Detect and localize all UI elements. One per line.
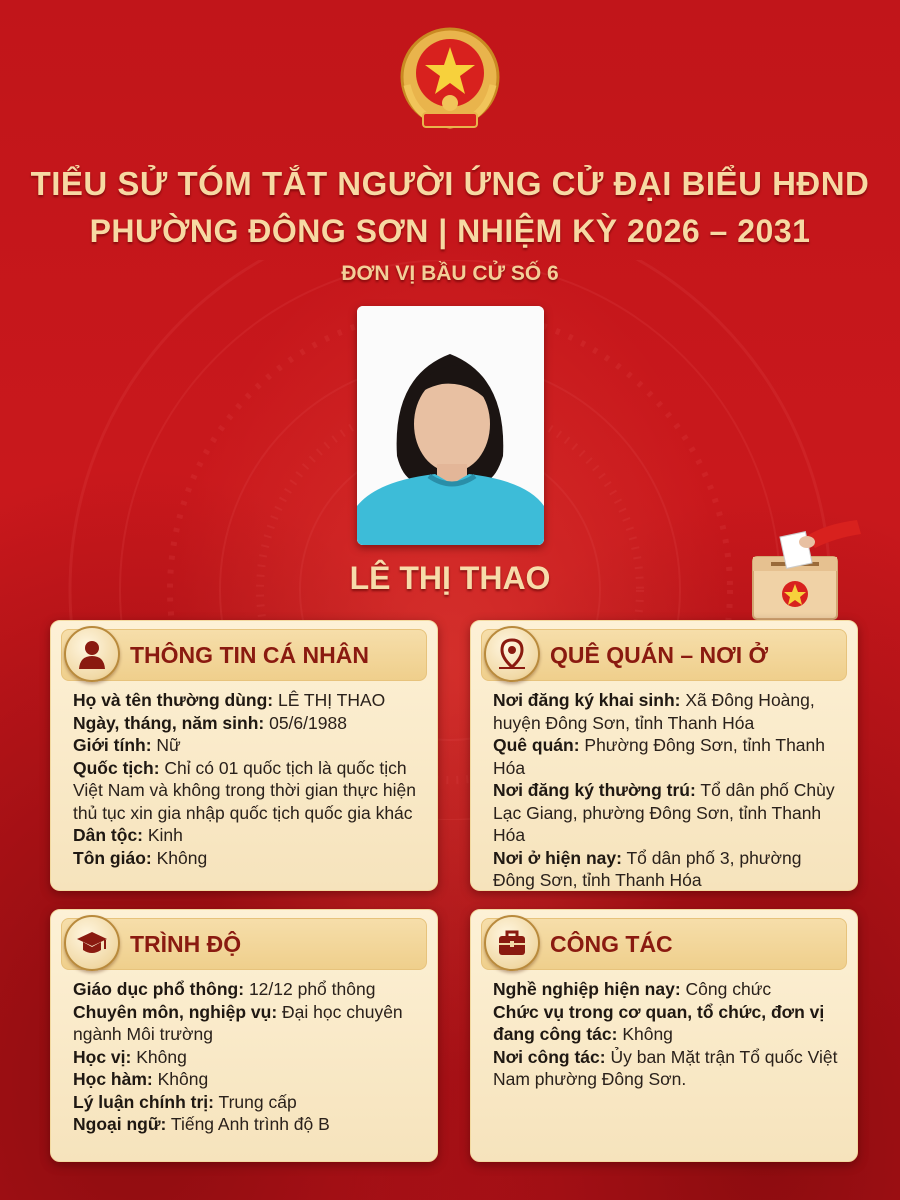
list-item: Quê quán: Phường Đông Sơn, tỉnh Thanh Hóa (493, 735, 826, 778)
candidate-name: LÊ THỊ THAO (349, 560, 551, 596)
education-title: TRÌNH ĐỘ (130, 931, 242, 957)
personal-info-title: THÔNG TIN CÁ NHÂN (130, 642, 369, 668)
list-item: Tôn giáo: Không (73, 847, 208, 868)
briefcase-icon (484, 915, 540, 971)
person-icon (64, 626, 120, 682)
list-item: Dân tộc: Kinh (73, 825, 183, 845)
list-item: Nơi công tác: Ủy ban Mặt trận Tổ quốc Việt Nam phường Đông Sơn. (493, 1046, 838, 1089)
location-pin-icon (484, 626, 540, 682)
list-item: Học vị: Không (73, 1046, 187, 1067)
graduation-cap-icon (64, 915, 120, 971)
list-item: Chuyên môn, nghiệp vụ: Đại học chuyên ngành Môi trường (73, 1001, 403, 1044)
list-item: Ngày, tháng, năm sinh: 05/6/1988 (73, 712, 347, 733)
list-item: Họ và tên thường dùng: LÊ THỊ THAO (73, 690, 386, 710)
education-card (50, 909, 438, 1162)
personal-info-header (61, 629, 427, 681)
list-item: Nơi đăng ký thường trú: Tổ dân phố Chùy Lạc Giang, phường Đông Sơn, tỉnh Thanh Hóa (493, 780, 835, 845)
national-emblem-icon (395, 25, 505, 137)
list-item: Giới tính: Nữ (73, 735, 181, 755)
work-list (493, 978, 843, 1091)
list-item: Nơi ở hiện nay: Tổ dân phố 3, phường Đông Sơn, tỉnh Thanh Hóa (493, 847, 802, 890)
electoral-unit-subtitle: ĐƠN VỊ BẦU CỬ SỐ 6 (341, 262, 559, 285)
list-item: Lý luận chính trị: Trung cấp (73, 1091, 297, 1112)
education-list (73, 978, 423, 1136)
work-header (481, 918, 847, 970)
document-title-line-2: PHƯỜNG ĐÔNG SƠN | NHIỆM KỲ 2026 – 2031 (89, 213, 811, 249)
hometown-list (493, 689, 843, 892)
list-item: Nghề nghiệp hiện nay: Công chức (493, 979, 772, 999)
education-header (61, 918, 427, 970)
list-item: Ngoại ngữ: Tiếng Anh trình độ B (73, 1114, 330, 1134)
list-item: Học hàm: Không (73, 1069, 209, 1089)
list-item: Quốc tịch: Chỉ có 01 quốc tịch là quốc tịch Việt Nam và không trong thời gian thực hiện thủ tục xin gia nhập quốc tịch quốc gia khác (73, 757, 416, 823)
personal-info-card (50, 620, 438, 891)
hometown-card (470, 620, 858, 891)
list-item: Chức vụ trong cơ quan, tổ chức, đơn vị đang công tác: Không (493, 1001, 825, 1044)
personal-info-list (73, 689, 423, 869)
list-item: Nơi đăng ký khai sinh: Xã Đông Hoàng, huyện Đông Sơn, tỉnh Thanh Hóa (493, 690, 815, 733)
list-item: Giáo dục phổ thông: 12/12 phổ thông (73, 979, 376, 999)
hometown-header (481, 629, 847, 681)
candidate-portrait (357, 306, 544, 545)
document-title-line-1: TIỂU SỬ TÓM TẮT NGƯỜI ỨNG CỬ ĐẠI BIỂU HĐND (30, 165, 870, 202)
ballot-box-icon (745, 512, 865, 622)
hometown-title: QUÊ QUÁN – NƠI Ở (550, 642, 769, 668)
work-title: CÔNG TÁC (550, 931, 673, 957)
work-card (470, 909, 858, 1162)
